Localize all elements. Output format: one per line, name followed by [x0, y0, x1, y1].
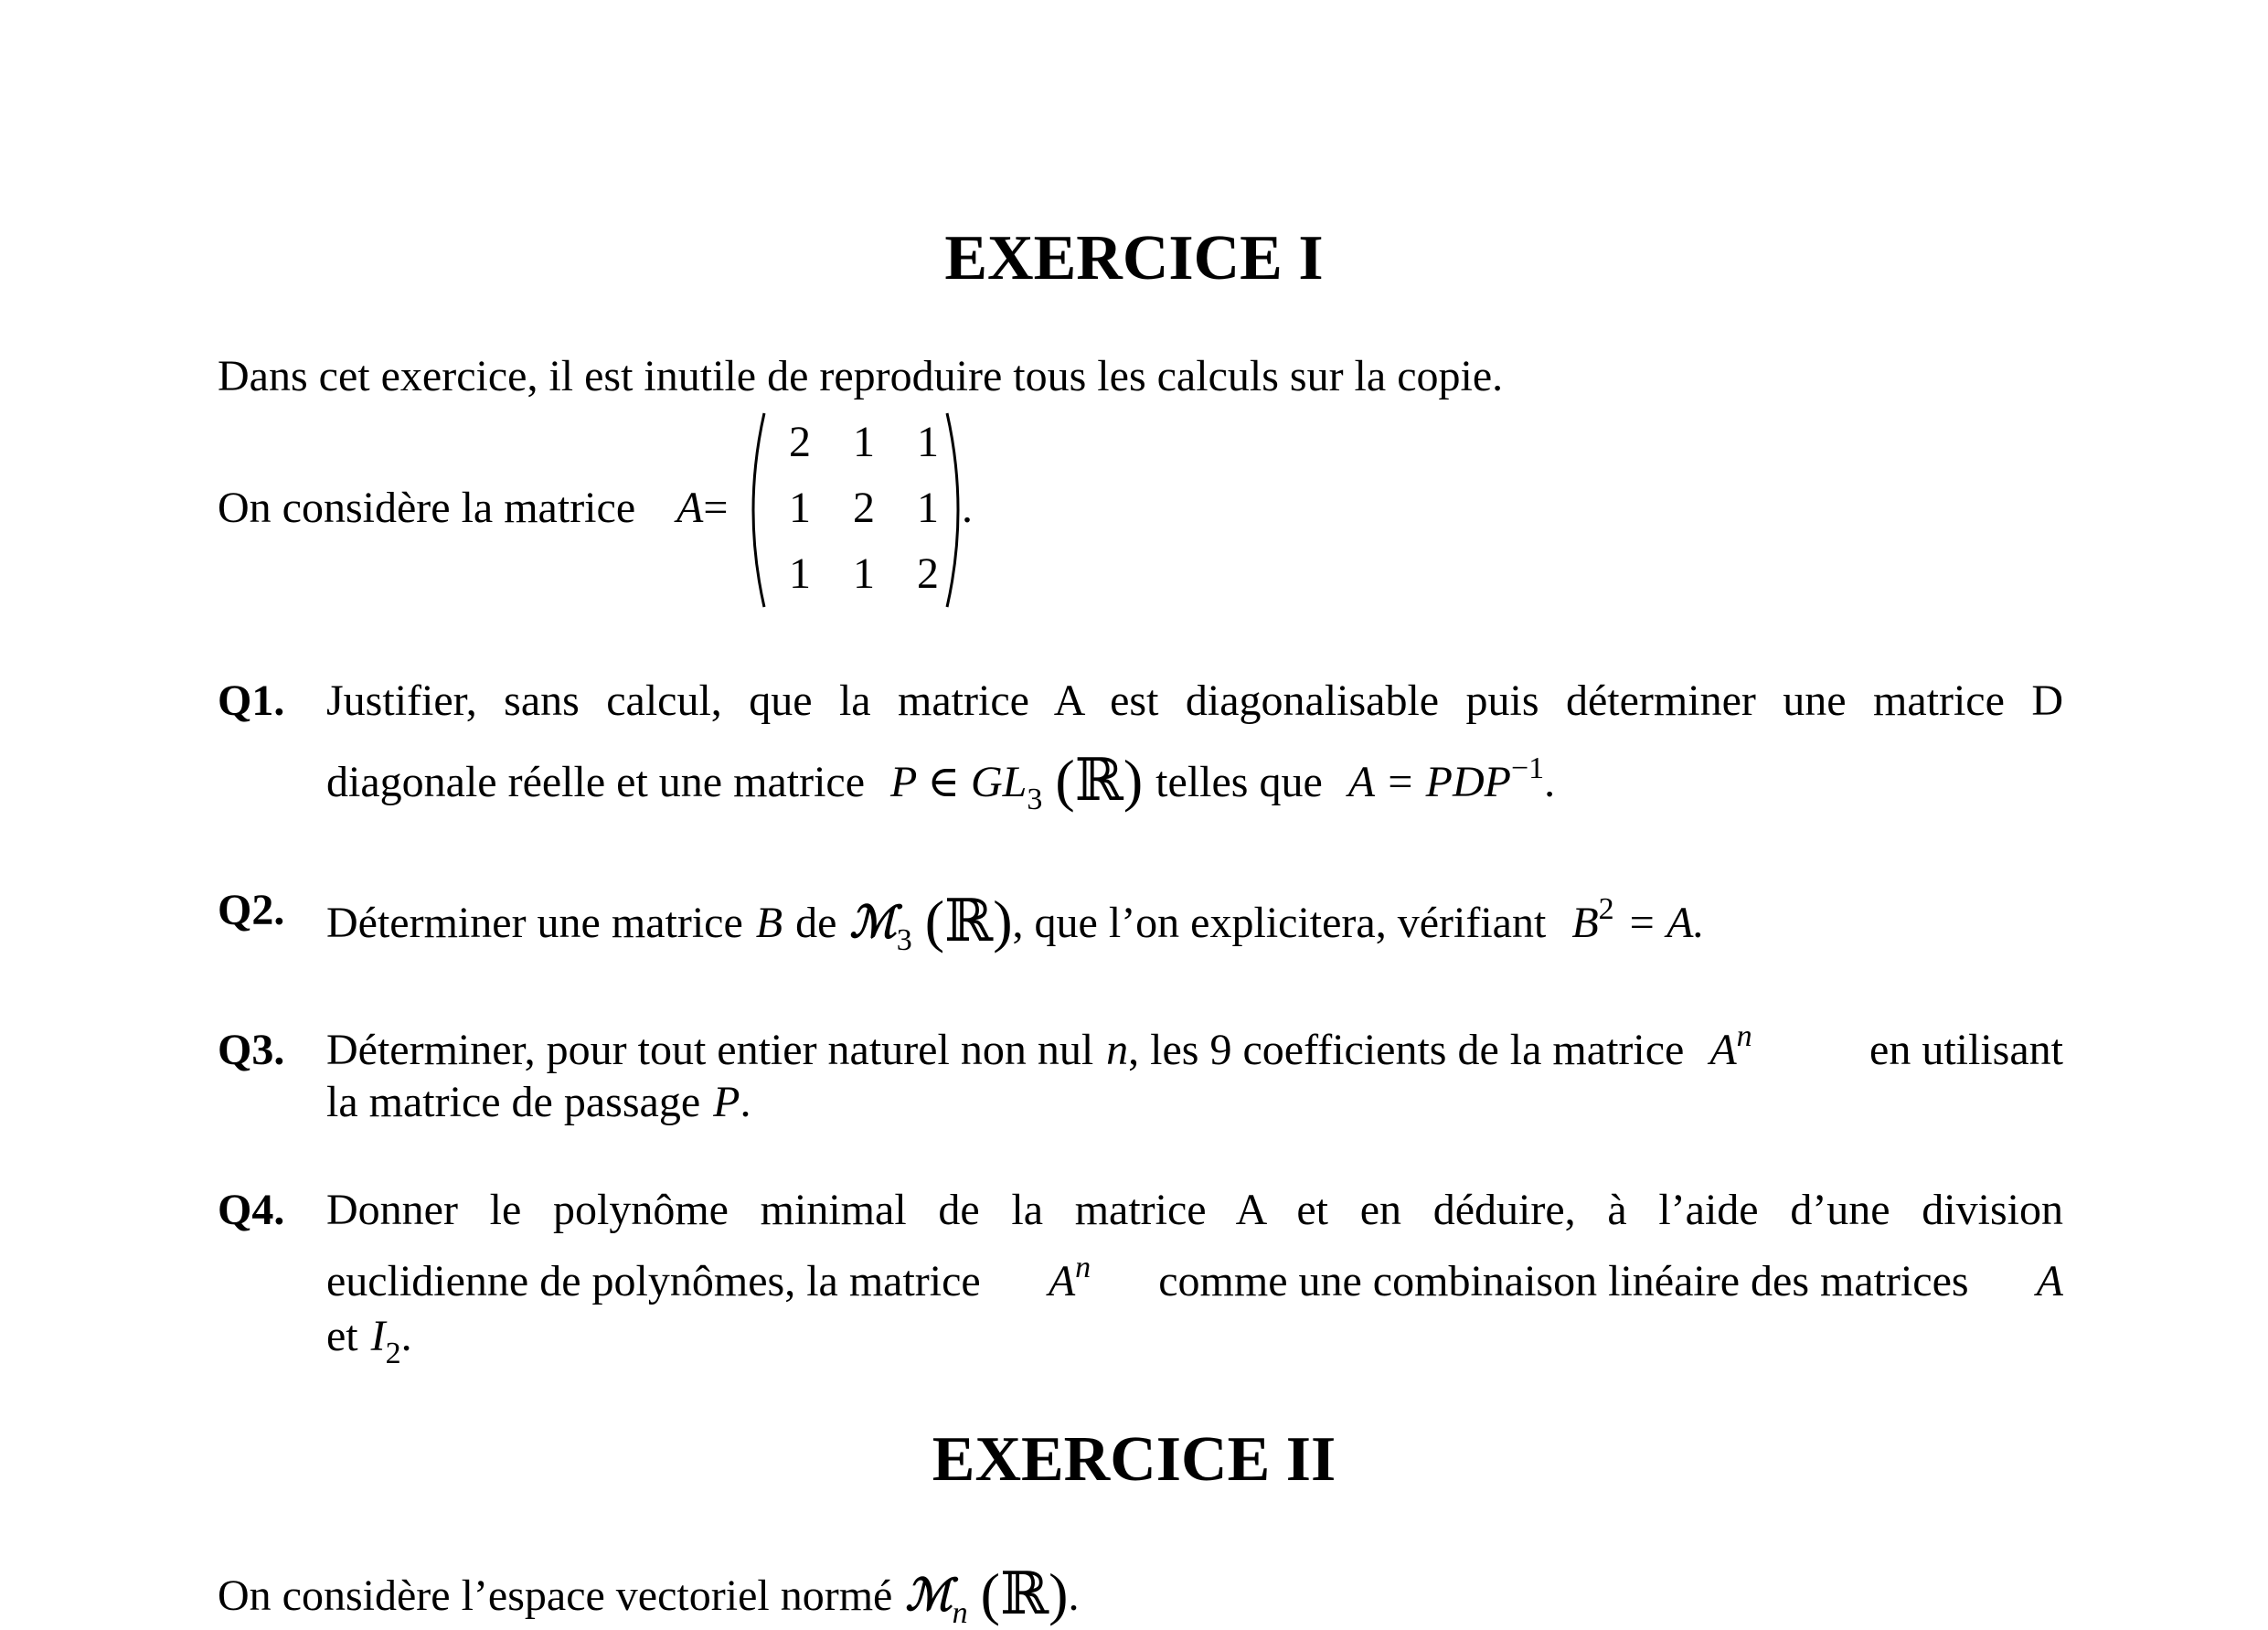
matrix-lhs	[676, 486, 728, 530]
matrix-equals: =	[703, 484, 729, 532]
ex2-M-sub: n	[952, 1596, 968, 1630]
q2-line	[326, 889, 2063, 957]
q2-text-a: Déterminer une matrice	[326, 899, 743, 947]
exercise-1-intro: Dans cet exercice, il est inutile de reproduire tous les calculs sur la copie.	[218, 352, 1504, 400]
q4-et: et	[326, 1312, 358, 1360]
matrix-cell: 1	[917, 484, 939, 532]
q3-label: Q3.	[218, 1026, 285, 1074]
q3-text-a: Déterminer, pour tout entier naturel non nul	[326, 1026, 1094, 1074]
q2-eq-sup: 2	[1598, 892, 1614, 926]
q2-B: B	[755, 899, 783, 947]
exercise-2-intro	[218, 1561, 1080, 1630]
matrix-cell: 1	[853, 418, 875, 466]
q1-text-a: diagonale réelle et une matrice	[326, 758, 866, 806]
q3-line-2	[326, 1078, 2063, 1126]
q4-I: I	[370, 1312, 386, 1360]
q1-math-p: P ∈ GL	[890, 758, 1028, 806]
q2-text-c: , que l’on explicitera, vérifiant	[1012, 899, 1547, 947]
matrix-prefix: On considère la matrice	[218, 484, 636, 532]
matrix-end: .	[962, 484, 973, 532]
q3-text-c: en utilisant	[1869, 1026, 2063, 1074]
q4-I-sub: 2	[385, 1337, 401, 1370]
q2-eq-rest: = A.	[1626, 899, 1705, 947]
q1-math-eq: A = PDP	[1347, 758, 1511, 806]
q4-A: A	[1048, 1257, 1076, 1305]
q2-R: (ℝ)	[924, 889, 1013, 953]
matrix-statement	[218, 486, 635, 530]
q1-line-2	[326, 748, 2063, 816]
matrix-name: A	[676, 484, 704, 532]
q2-text-b: de	[795, 899, 837, 947]
matrix-cell: 1	[853, 549, 875, 598]
q4-line-3	[326, 1312, 2063, 1370]
matrix-cell: 2	[917, 549, 939, 598]
q1-end: .	[1544, 758, 1556, 806]
q4-sup: n	[1075, 1251, 1091, 1284]
q3-text-b: , les 9 coefficients de la matrice	[1128, 1026, 1685, 1074]
q4-A2: A	[2036, 1257, 2063, 1305]
q3-line-1	[326, 1019, 2063, 1074]
q3-A: A	[1709, 1026, 1737, 1074]
exercise-2-title: EXERCICE II	[932, 1424, 1336, 1495]
q4-line-1: Donner le polynôme minimal de la matrice A et en déduire, à l’aide d’une division	[326, 1186, 2063, 1234]
q4-text-b: comme une combinaison linéaire des matrices	[1158, 1257, 1969, 1305]
ex2-end: .	[1068, 1571, 1080, 1620]
q3-n: n	[1106, 1026, 1129, 1074]
matrix-cell: 1	[917, 418, 939, 466]
q2-M-sub: 3	[896, 923, 912, 957]
matrix-A	[748, 410, 964, 611]
matrix-cell: 2	[853, 484, 875, 532]
matrix-cell: 2	[789, 418, 811, 466]
matrix-cell: 1	[789, 549, 811, 598]
exercise-1-title: EXERCICE I	[944, 223, 1324, 293]
q1-math-R: (ℝ)	[1055, 748, 1144, 813]
q4-label: Q4.	[218, 1186, 285, 1234]
q4-line-2	[326, 1251, 2063, 1305]
q2-M: ℳ	[849, 897, 897, 948]
q2-eq-B: B	[1571, 899, 1599, 947]
q4-text-a: euclidienne de polynômes, la matrice	[326, 1257, 981, 1305]
ex2-R: (ℝ)	[980, 1561, 1069, 1626]
q3-end: .	[740, 1078, 751, 1126]
q4-end: .	[400, 1312, 412, 1360]
q3-line2-text: la matrice de passage	[326, 1078, 701, 1126]
q1-math-sup: −1	[1510, 751, 1545, 785]
q3-sup: n	[1736, 1019, 1752, 1053]
q3-P: P	[713, 1078, 740, 1126]
q1-text-b: telles que	[1155, 758, 1323, 806]
q1-line-1: Justifier, sans calcul, que la matrice A est diagonalisable puis déterminer une matrice D	[326, 677, 2063, 725]
q1-math-sub: 3	[1027, 783, 1043, 816]
q1-label: Q1.	[218, 677, 285, 725]
matrix-cell: 1	[789, 484, 811, 532]
q2-label: Q2.	[218, 886, 285, 934]
ex2-text: On considère l’espace vectoriel normé	[218, 1571, 893, 1620]
ex2-M: ℳ	[905, 1570, 953, 1621]
